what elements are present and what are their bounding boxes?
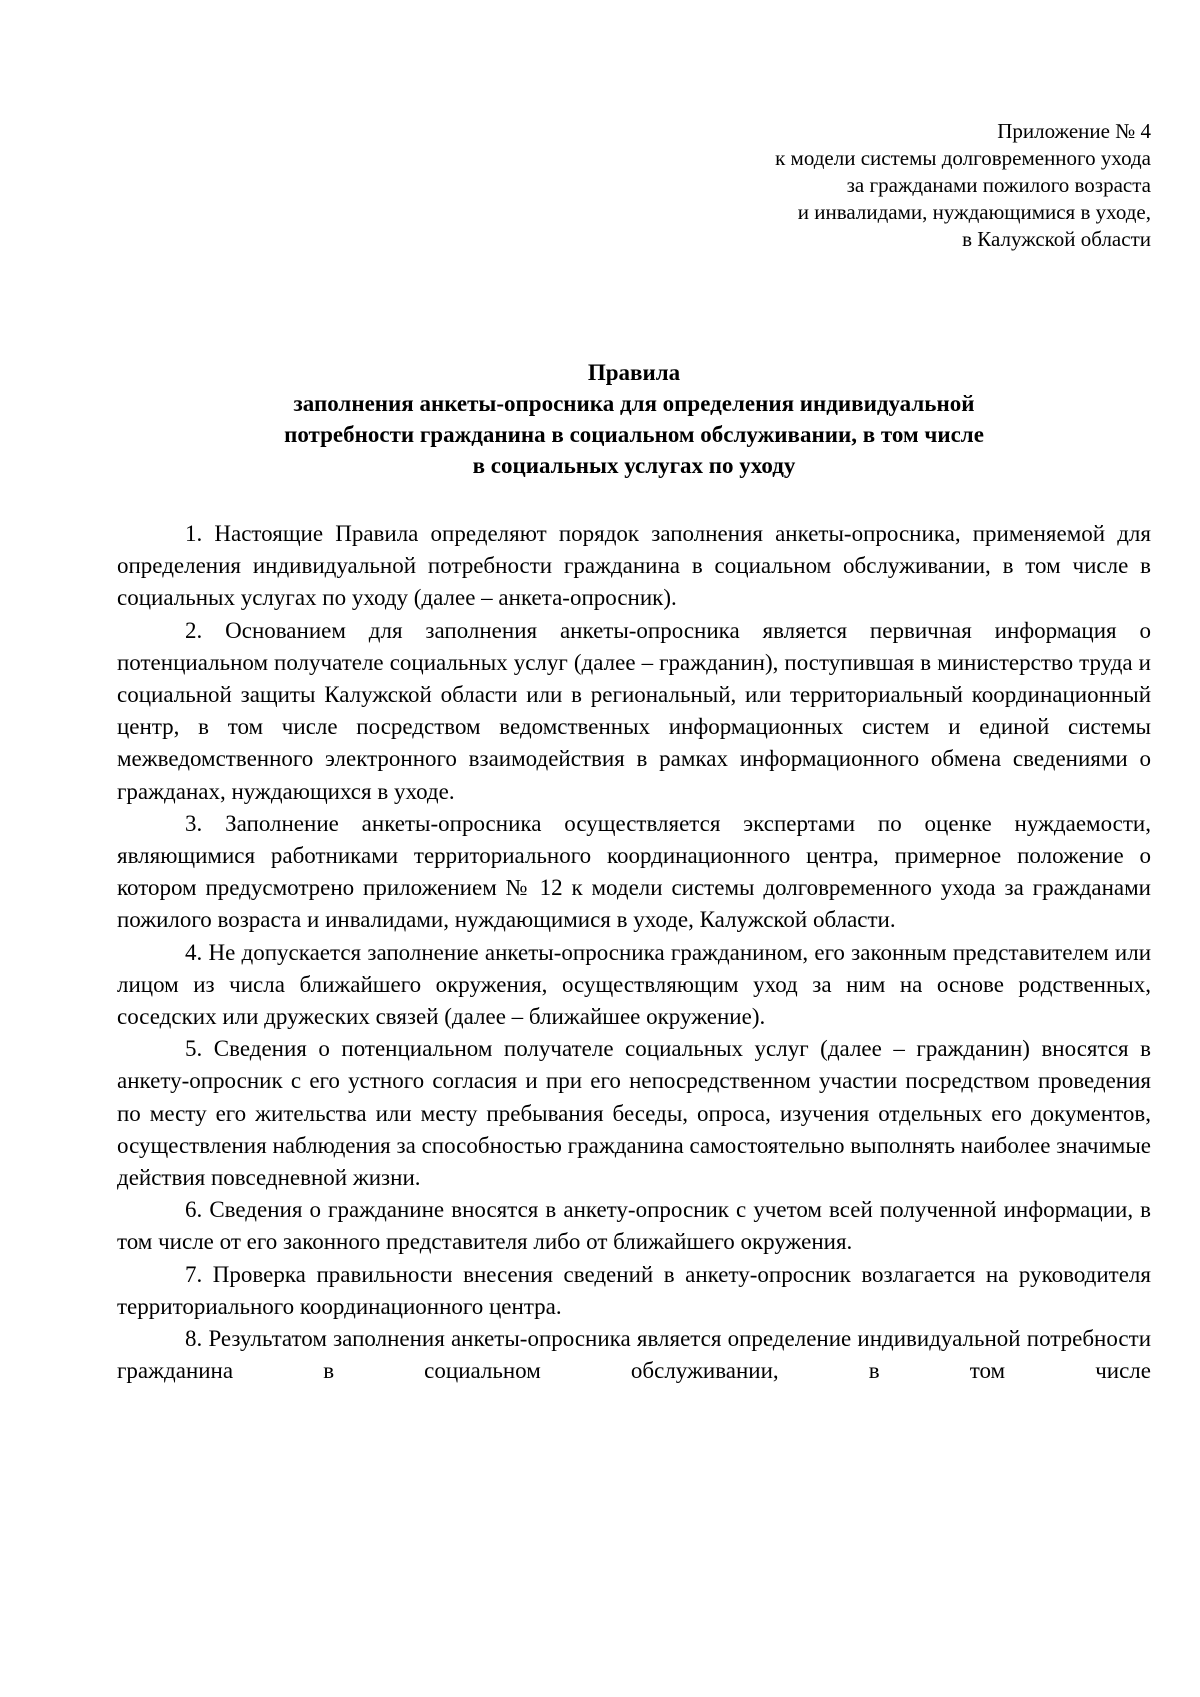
- document-title: [117, 357, 1151, 481]
- annex-line: за гражданами пожилого возраста: [846, 173, 1151, 197]
- annex-line: и инвалидами, нуждающимися в уходе,: [797, 200, 1151, 224]
- title-line: Правила: [587, 360, 681, 385]
- paragraph-4: 4. Не допускается заполнение анкеты-опросника гражданином, его законным представителем или лицом из числа ближайшего окружения, осуществляющим уход за ним на основе родственных, соседских или дружеских связей (далее – ближайшее окружение).: [117, 939, 1151, 1030]
- annex-header: [775, 118, 1151, 253]
- paragraph-3: 3. Заполнение анкеты-опросника осуществляется экспертами по оценке нуждаемости, являющимися работниками территориального координационного центра, примерное положение о котором предусмотрено приложением № 12 к модели системы долговременного ухода за гражданами пожилого возраста и инвалидами, нуждающимися в уходе, Калужской области.: [117, 810, 1151, 933]
- paragraph-5: 5. Сведения о потенциальном получателе социальных услуг (далее – гражданин) вносятся в анкету-опросник с его устного согласия и при его непосредственном участии посредством проведения по месту его жительства или месту пребывания беседы, опроса, изучения отдельных его документов, осуществления наблюдения за способностью гражданина самостоятельно выполнять наиболее значимые действия повседневной жизни.: [117, 1036, 1151, 1191]
- paragraph-8: 8. Результатом заполнения анкеты-опросника является определение индивидуальной потребности гражданина в социальном обслуживании, в том числе: [117, 1326, 1151, 1384]
- paragraph-7: 7. Проверка правильности внесения сведений в анкету-опросник возлагается на руководителя территориального координационного центра.: [117, 1261, 1151, 1319]
- paragraph-6: 6. Сведения о гражданине вносятся в анкету-опросник с учетом всей полученной информации, в том числе от его законного представителя либо от ближайшего окружения.: [117, 1197, 1151, 1255]
- annex-line: Приложение № 4: [997, 119, 1151, 143]
- annex-line: в Калужской области: [962, 227, 1151, 251]
- document-body: [117, 518, 1151, 1387]
- paragraph-1: 1. Настоящие Правила определяют порядок заполнения анкеты-опросника, применяемой для определения индивидуальной потребности гражданина в социальном обслуживании, в том числе в социальных услугах по уходу (далее – анкета-опросник).: [117, 521, 1151, 611]
- title-line: в социальных услугах по уходу: [472, 453, 796, 478]
- title-line: заполнения анкеты-опросника для определения индивидуальной: [293, 391, 975, 416]
- title-line: потребности гражданина в социальном обслуживании, в том числе: [284, 422, 984, 447]
- annex-line: к модели системы долговременного ухода: [775, 146, 1151, 170]
- paragraph-2: 2. Основанием для заполнения анкеты-опросника является первичная информация о потенциальном получателе социальных услуг (далее – гражданин), поступившая в министерство труда и социальной защиты Калужской области или в региональный, или территориальный координационный центр, в том числе посредством ведомственных информационных систем и единой системы межведомственного электронного взаимодействия в рамках информационного обмена сведениями о гражданах, нуждающихся в уходе.: [117, 617, 1151, 804]
